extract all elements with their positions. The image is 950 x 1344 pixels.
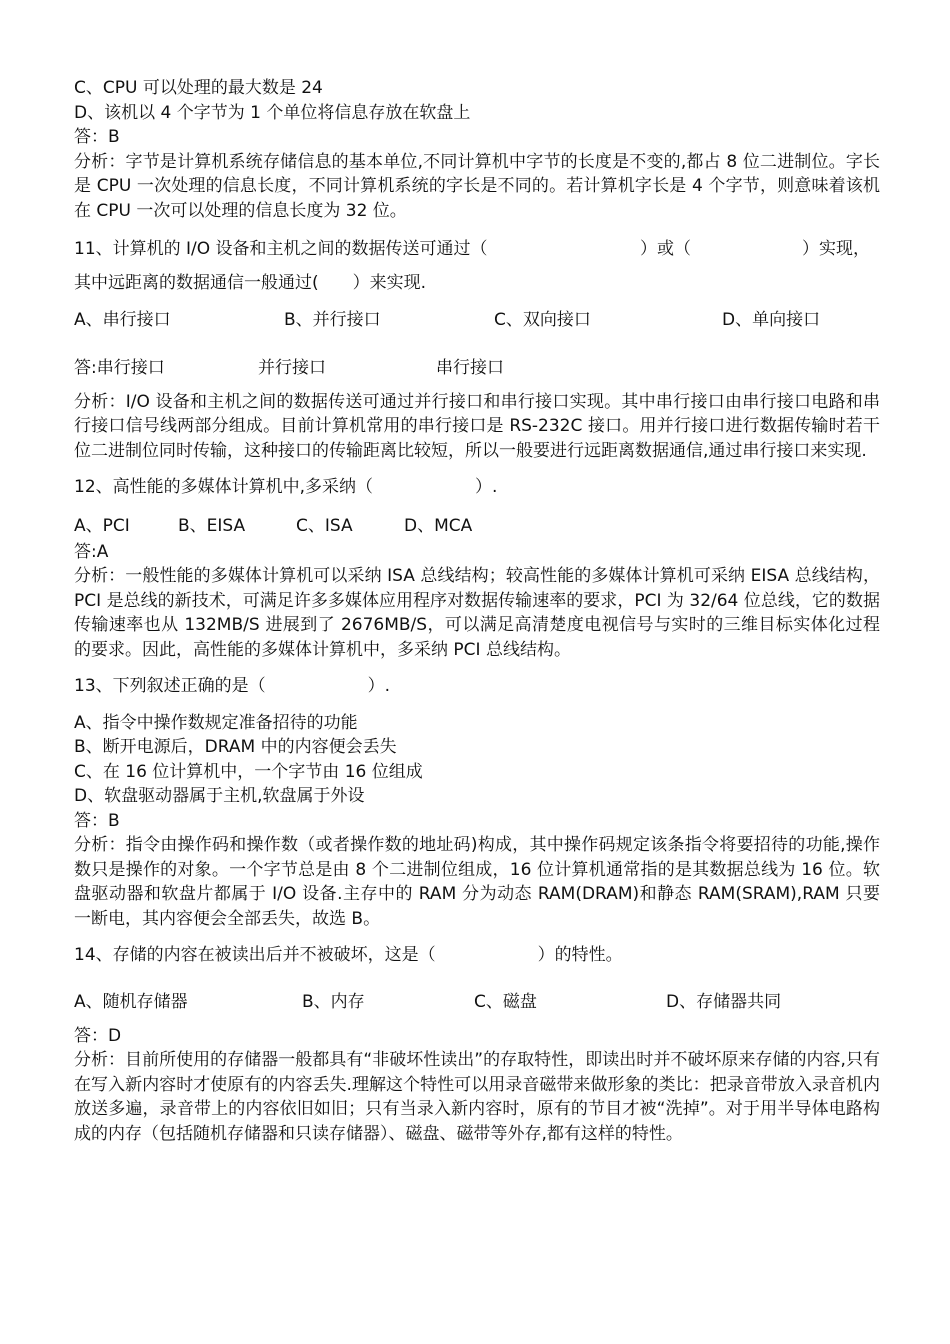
answer-1: 答:串行接口 — [74, 357, 165, 378]
question-12-options — [74, 512, 880, 540]
option-c: C、在 16 位计算机中，一个字节由 16 位组成 — [74, 761, 423, 782]
option-b: B、EISA — [178, 515, 246, 536]
option-d: D、软盘驱动器属于主机,软盘属于外设 — [74, 786, 365, 806]
question-11-answers — [74, 354, 880, 382]
option-a: A、PCI — [74, 515, 130, 536]
answer-3: 串行接口 — [436, 357, 504, 378]
option-c-line: C、CPU 可以处理的最大数是 24 — [74, 78, 323, 98]
question-14-analysis: 分析：目前所使用的存储器一般都具有“非破坏性读出”的存取特性，即读出时并不破坏原来存储的内容,只有在写入新内容时才使原有的内容丢失.理解这个特性可以用录音磁带来做形象的类比：把录音带放入录音机内放送多遍，录音带上的内容依旧如旧；只有当录入新内容时，原有的节目才被“洗掉”。对于用半导体电路构成的内存（包括随机存储器和只读存储器）、磁盘、磁带等外存,都有这样的特性。 — [74, 1050, 880, 1144]
question-12-analysis: 分析：一般性能的多媒体计算机可以采纳 ISA 总线结构；较高性能的多媒体计算机可采纳 EISA 总线结构，PCI 是总线的新技术，可满足许多多媒体应用程序对数据传输速率的要求，PCI 为 32/64 位总线，它的数据传输速率也从 132MB/S 进展到了 2676MB/S，可以满足高清楚度电视信号与实时的三维目标实体化过程的要求。因此，高性能的多媒体计算机中，多采纳 PCI 总线结构。 — [74, 566, 880, 660]
question-13-analysis: 分析：指令由操作码和操作数（或者操作数的地址码)构成，其中操作码规定该条指令将要招待的功能,操作数只是操作的对象。一个字节总是由 8 个二进制位组成，16 位计算机通常指的是其数据总线为 16 位。软盘驱动器和软盘片都属于 I/O 设备.主存中的 RAM 分为动态 RAM(DRAM)和静态 RAM(SRAM),RAM 只要一断电，其内容便会全部丢失，故选 B。 — [74, 835, 880, 929]
option-b: B、并行接口 — [284, 309, 381, 330]
question-11-line1 — [74, 235, 880, 263]
answer-line: 答：B — [74, 127, 120, 147]
option-d-line: D、该机以 4 个字节为 1 个单位将信息存放在软盘上 — [74, 102, 471, 123]
option-b: B、内存 — [302, 991, 365, 1012]
option-a: A、指令中操作数规定准备招待的功能 — [74, 712, 358, 733]
question-11-line2: 其中远距离的数据通信一般通过( ）来实现. — [74, 273, 427, 293]
question-14-answer: 答：D — [74, 1025, 122, 1046]
answer-2: 并行接口 — [258, 357, 326, 378]
analysis-paragraph: 分析：字节是计算机系统存储信息的基本单位,不同计算机中字节的长度是不变的,都占 8 位二进制位。字长是 CPU 一次处理的信息长度，不同计算机系统的字长是不同的。若计算机字长是 4 个字节，则意味着该机在 CPU 一次可以处理的信息长度为 32 位。 — [74, 151, 880, 221]
option-a: A、串行接口 — [74, 309, 171, 330]
question-12: 12、高性能的多媒体计算机中,多采纳（ ）. — [74, 477, 498, 497]
question-14-options — [74, 988, 880, 1016]
question-13: 13、下列叙述正确的是（ ）. — [74, 676, 391, 696]
question-11-text-b: ）或（ — [640, 239, 691, 259]
option-c: C、磁盘 — [474, 991, 537, 1012]
option-a: A、随机存储器 — [74, 991, 188, 1012]
option-c: C、双向接口 — [494, 309, 591, 330]
question-13-answer: 答：B — [74, 810, 120, 831]
option-d: D、存储器共同 — [666, 991, 782, 1012]
option-c: C、ISA — [296, 515, 353, 536]
question-11-text-c: ）实现， — [802, 239, 870, 259]
question-14: 14、存储的内容在被读出后并不被破坏，这是（ ）的特性。 — [74, 945, 623, 965]
option-d: D、MCA — [404, 515, 473, 536]
question-11-analysis: 分析：I/O 设备和主机之间的数据传送可通过并行接口和串行接口实现。其中串行接口由串行接口电路和串行接口信号线两部分组成。目前计算机常用的串行接口是 RS-232C 接口。用并行接口进行数据传输时若干位二进制位同时传输，这种接口的传输距离比较短，所以一般要进行远距离数据通信,通过串行接口来实现. — [74, 391, 880, 461]
question-11-options — [74, 306, 880, 334]
option-b: B、断开电源后，DRAM 中的内容便会丢失 — [74, 737, 397, 757]
document-page — [74, 76, 880, 1146]
question-11-text-a: 11、计算机的 I/O 设备和主机之间的数据传送可通过（ — [74, 239, 488, 259]
option-d: D、单向接口 — [722, 309, 821, 330]
question-12-answer: 答:A — [74, 541, 109, 562]
